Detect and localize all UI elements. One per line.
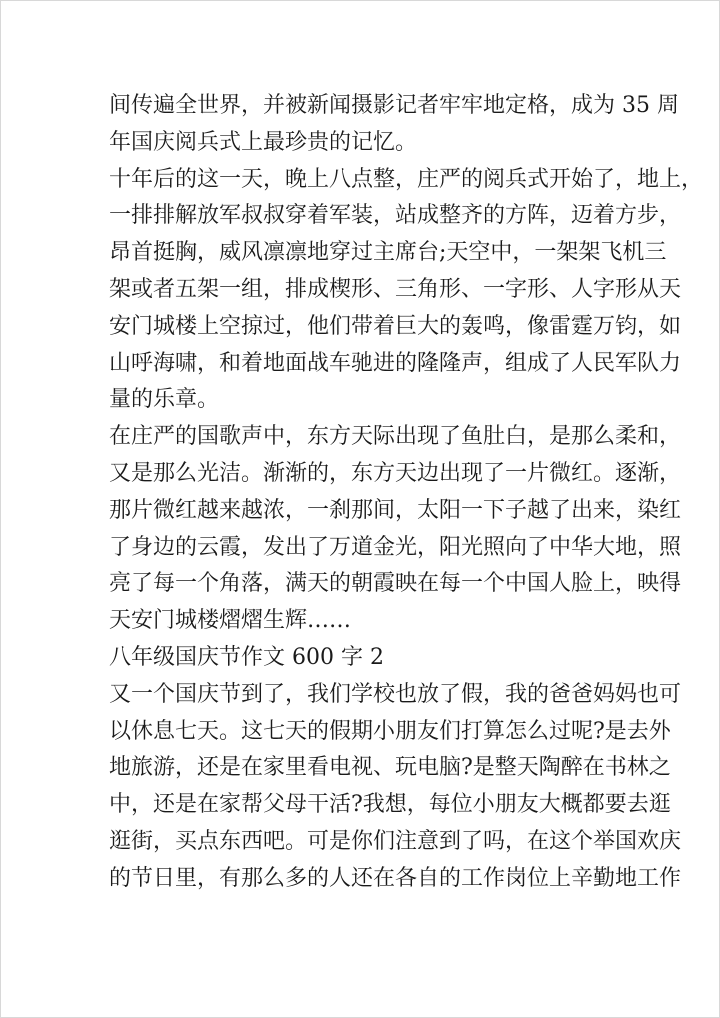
text-line: 架或者五架一组，排成楔形、三角形、一字形、人字形从天 — [109, 276, 682, 302]
text-line: 年国庆阅兵式上最珍贵的记忆。 — [109, 129, 418, 155]
text-line: 地旅游，还是在家里看电视、玩电脑?是整天陶醉在书林之 — [109, 755, 671, 781]
text-line: 亮了每一个角落，满天的朝霞映在每一个中国人脸上，映得 — [109, 571, 682, 597]
text-line: 安门城楼上空掠过，他们带着巨大的轰鸣，像雷霆万钧，如 — [109, 313, 682, 339]
document-body — [109, 88, 704, 898]
text-line: 的节日里，有那么多的人还在各自的工作岗位上辛勤地工作 — [109, 865, 682, 891]
text-line: 昂首挺胸，威风凛凛地穿过主席台;天空中，一架架飞机三 — [109, 240, 667, 266]
text-line: 在庄严的国歌声中，东方天际出现了鱼肚白，是那么柔和， — [109, 424, 682, 450]
text-line: 山呼海啸，和着地面战车驰进的隆隆声，组成了人民军队力 — [109, 350, 682, 376]
section-heading: 八年级国庆节作文 600 字 2 — [109, 644, 384, 670]
text-line: 一排排解放军叔叔穿着军装，站成整齐的方阵，迈着方步， — [109, 203, 682, 229]
text-line: 间传遍全世界，并被新闻摄影记者牢牢地定格，成为 35 周 — [109, 93, 679, 118]
text-line: 量的乐章。 — [109, 387, 220, 413]
text-line: 又是那么光洁。渐渐的，东方天边出现了一片微红。逐渐， — [109, 460, 682, 486]
text-line: 了身边的云霞，发出了万道金光，阳光照向了中华大地，照 — [109, 534, 682, 560]
text-line: 中，还是在家帮父母干活?我想，每位小朋友大概都要去逛 — [109, 792, 671, 818]
text-line: 天安门城楼熠熠生辉…… — [109, 608, 352, 634]
text-line: 以休息七天。这七天的假期小朋友们打算怎么过呢?是去外 — [109, 718, 671, 744]
text-line: 那片微红越来越浓，一刹那间，太阳一下子越了出来，染红 — [109, 497, 682, 523]
text-line: 逛街，买点东西吧。可是你们注意到了吗，在这个举国欢庆 — [109, 828, 682, 854]
text-line: 又一个国庆节到了，我们学校也放了假，我的爸爸妈妈也可 — [109, 681, 682, 707]
text-line: 十年后的这一天，晚上八点整，庄严的阅兵式开始了，地上， — [109, 166, 704, 192]
